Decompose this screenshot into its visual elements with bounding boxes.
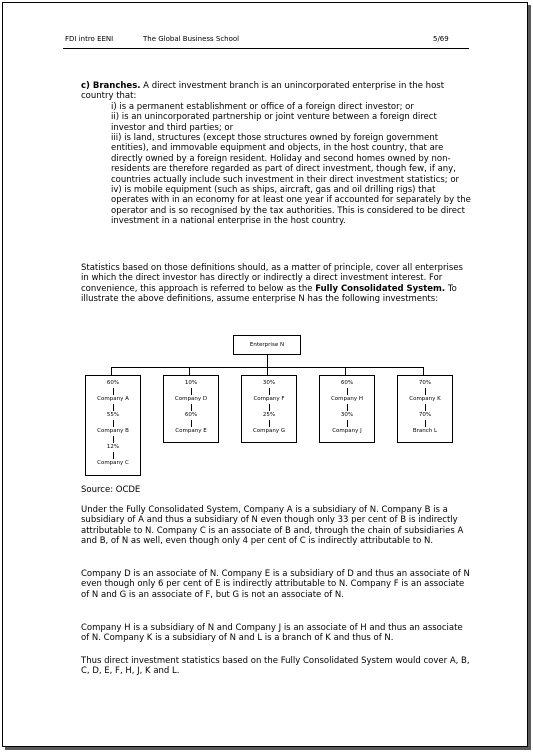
link-line: [347, 420, 348, 427]
source-text: Source: OCDE: [81, 485, 141, 495]
paragraph-subsidiaries: [81, 505, 471, 547]
column-box-4: [319, 375, 375, 443]
document-page: [2, 2, 528, 747]
fully-consolidated-term: Fully Consolidated System.: [315, 283, 446, 294]
link-line: [191, 420, 192, 427]
company-h-label: Company H: [330, 396, 364, 402]
company-f-label: Company F: [253, 396, 285, 402]
enterprise-n-box: [233, 335, 301, 355]
pct-f-to-g: 25%: [262, 412, 276, 418]
connector-col-1: [111, 367, 112, 375]
pct-k-to-l: 70%: [418, 412, 432, 418]
link-line: [113, 404, 114, 411]
link-line: [269, 420, 270, 427]
link-line: [425, 420, 426, 427]
paragraph-conclusion: [81, 656, 471, 677]
link-line: [191, 388, 192, 395]
link-line: [113, 388, 114, 395]
paragraph-text: Company H is a subsidiary of N and Company J is an associate of H and thus an associate of N. Company K is a subsidiary of N and L is a branch of K and thus of N.: [81, 623, 463, 644]
branches-item-3: iii) is land, structures (except those structures owned by foreign government entities), and immovable equipment and objects, in the host country, that are directly owned by a foreign resident. Holiday and second homes owned by non-residents are therefore regarded as part of direct investment, though few, if any, countries actually include such investment in their direct investment statistics; or: [111, 133, 460, 185]
paragraph-text: Thus direct investment statistics based on the Fully Consolidated System would cover A, B, C, D, E, F, H, J, K and L.: [81, 656, 470, 677]
pct-h-to-j: 30%: [340, 412, 354, 418]
company-c-label: Company C: [97, 460, 129, 466]
link-line: [113, 452, 114, 459]
company-d-label: Company D: [174, 396, 208, 402]
branches-item-2: ii) is an unincorporated partnership or joint venture between a foreign direct investor and third parties; or: [111, 112, 437, 133]
company-b-label: Company B: [97, 428, 129, 434]
branches-intro: [81, 81, 471, 102]
company-g-label: Company G: [252, 428, 286, 434]
company-k-label: Company K: [409, 396, 441, 402]
connector-col-5: [423, 367, 424, 375]
connector-col-2: [189, 367, 190, 375]
statistics-text-1: Statistics based on those definitions should, as a matter of principle, cover all enterprises in which the direct investor has directly or indirectly a direct investment interest. For convenience, this approach is referred to below as the: [81, 263, 463, 294]
column-box-2: [163, 375, 219, 443]
paragraph-associates: [81, 569, 471, 600]
company-a-label: Company A: [97, 396, 129, 402]
connector-col-3: [267, 367, 268, 375]
pct-n-to-k: 70%: [418, 380, 432, 386]
branches-heading: c) Branches.: [81, 81, 141, 91]
statistics-text-2: To illustrate the above definitions, assume enterprise N has the following investments:: [81, 283, 457, 305]
source-line: [81, 485, 471, 495]
investment-diagram: [81, 327, 481, 477]
company-j-label: Company J: [332, 428, 362, 434]
branch-l-label: Branch L: [412, 428, 438, 434]
pct-n-to-d: 10%: [184, 380, 198, 386]
pct-a-to-b: 55%: [106, 412, 120, 418]
header-left-text: FDI intro EENI: [65, 35, 114, 43]
paragraph-text: Under the Fully Consolidated System, Company A is a subsidiary of N. Company B is a subsidiary of A and thus a subsidiary of N even though only 33 per cent of B is indirectly attributable to N. Company C is an associate of B and, through the chain of subsidiaries A and B, of N as well, even though only 4 per cent of C is indirectly attributable to N.: [81, 505, 464, 547]
statistics-paragraph: [81, 263, 471, 305]
link-line: [269, 388, 270, 395]
link-line: [425, 404, 426, 411]
link-line: [347, 388, 348, 395]
pct-d-to-e: 60%: [184, 412, 198, 418]
root-connector: [267, 354, 268, 367]
pct-n-to-a: 60%: [106, 380, 120, 386]
link-line: [191, 404, 192, 411]
link-line: [269, 404, 270, 411]
column-box-1: [85, 375, 141, 476]
header-page-number: 5/69: [433, 35, 449, 43]
paragraph-branches: [81, 623, 471, 644]
pct-b-to-c: 12%: [106, 444, 120, 450]
link-line: [425, 388, 426, 395]
link-line: [347, 404, 348, 411]
header-rule: [63, 48, 469, 49]
column-box-3: [241, 375, 297, 443]
branches-intro-text: A direct investment branch is an unincorporated enterprise in the host country that:: [81, 81, 445, 102]
link-line: [113, 420, 114, 427]
pct-n-to-h: 60%: [340, 380, 354, 386]
connector-col-4: [345, 367, 346, 375]
branches-section: [81, 81, 471, 227]
enterprise-n-label: Enterprise N: [249, 342, 285, 348]
branches-item-1: i) is a permanent establishment or office of a foreign direct investor; or: [111, 101, 414, 112]
branches-item-4: iv) is mobile equipment (such as ships, aircraft, gas and oil drilling rigs) that operates with in an economy for at least one year if accounted for separately by the operator and is so recognised by the tax authorities. This is considered to be direct investment in a national enterprise in the host country.: [111, 185, 471, 227]
column-box-5: [397, 375, 453, 443]
link-line: [113, 436, 114, 443]
header-school-name: The Global Business School: [143, 35, 240, 43]
paragraph-text: Company D is an associate of N. Company E is a subsidiary of D and thus an associate of N even though only 6 per cent of E is indirectly attributable to N. Company F is an associate of N and G is an associate of F, but G is not an associate of N.: [81, 569, 470, 600]
pct-n-to-f: 30%: [262, 380, 276, 386]
company-e-label: Company E: [175, 428, 207, 434]
